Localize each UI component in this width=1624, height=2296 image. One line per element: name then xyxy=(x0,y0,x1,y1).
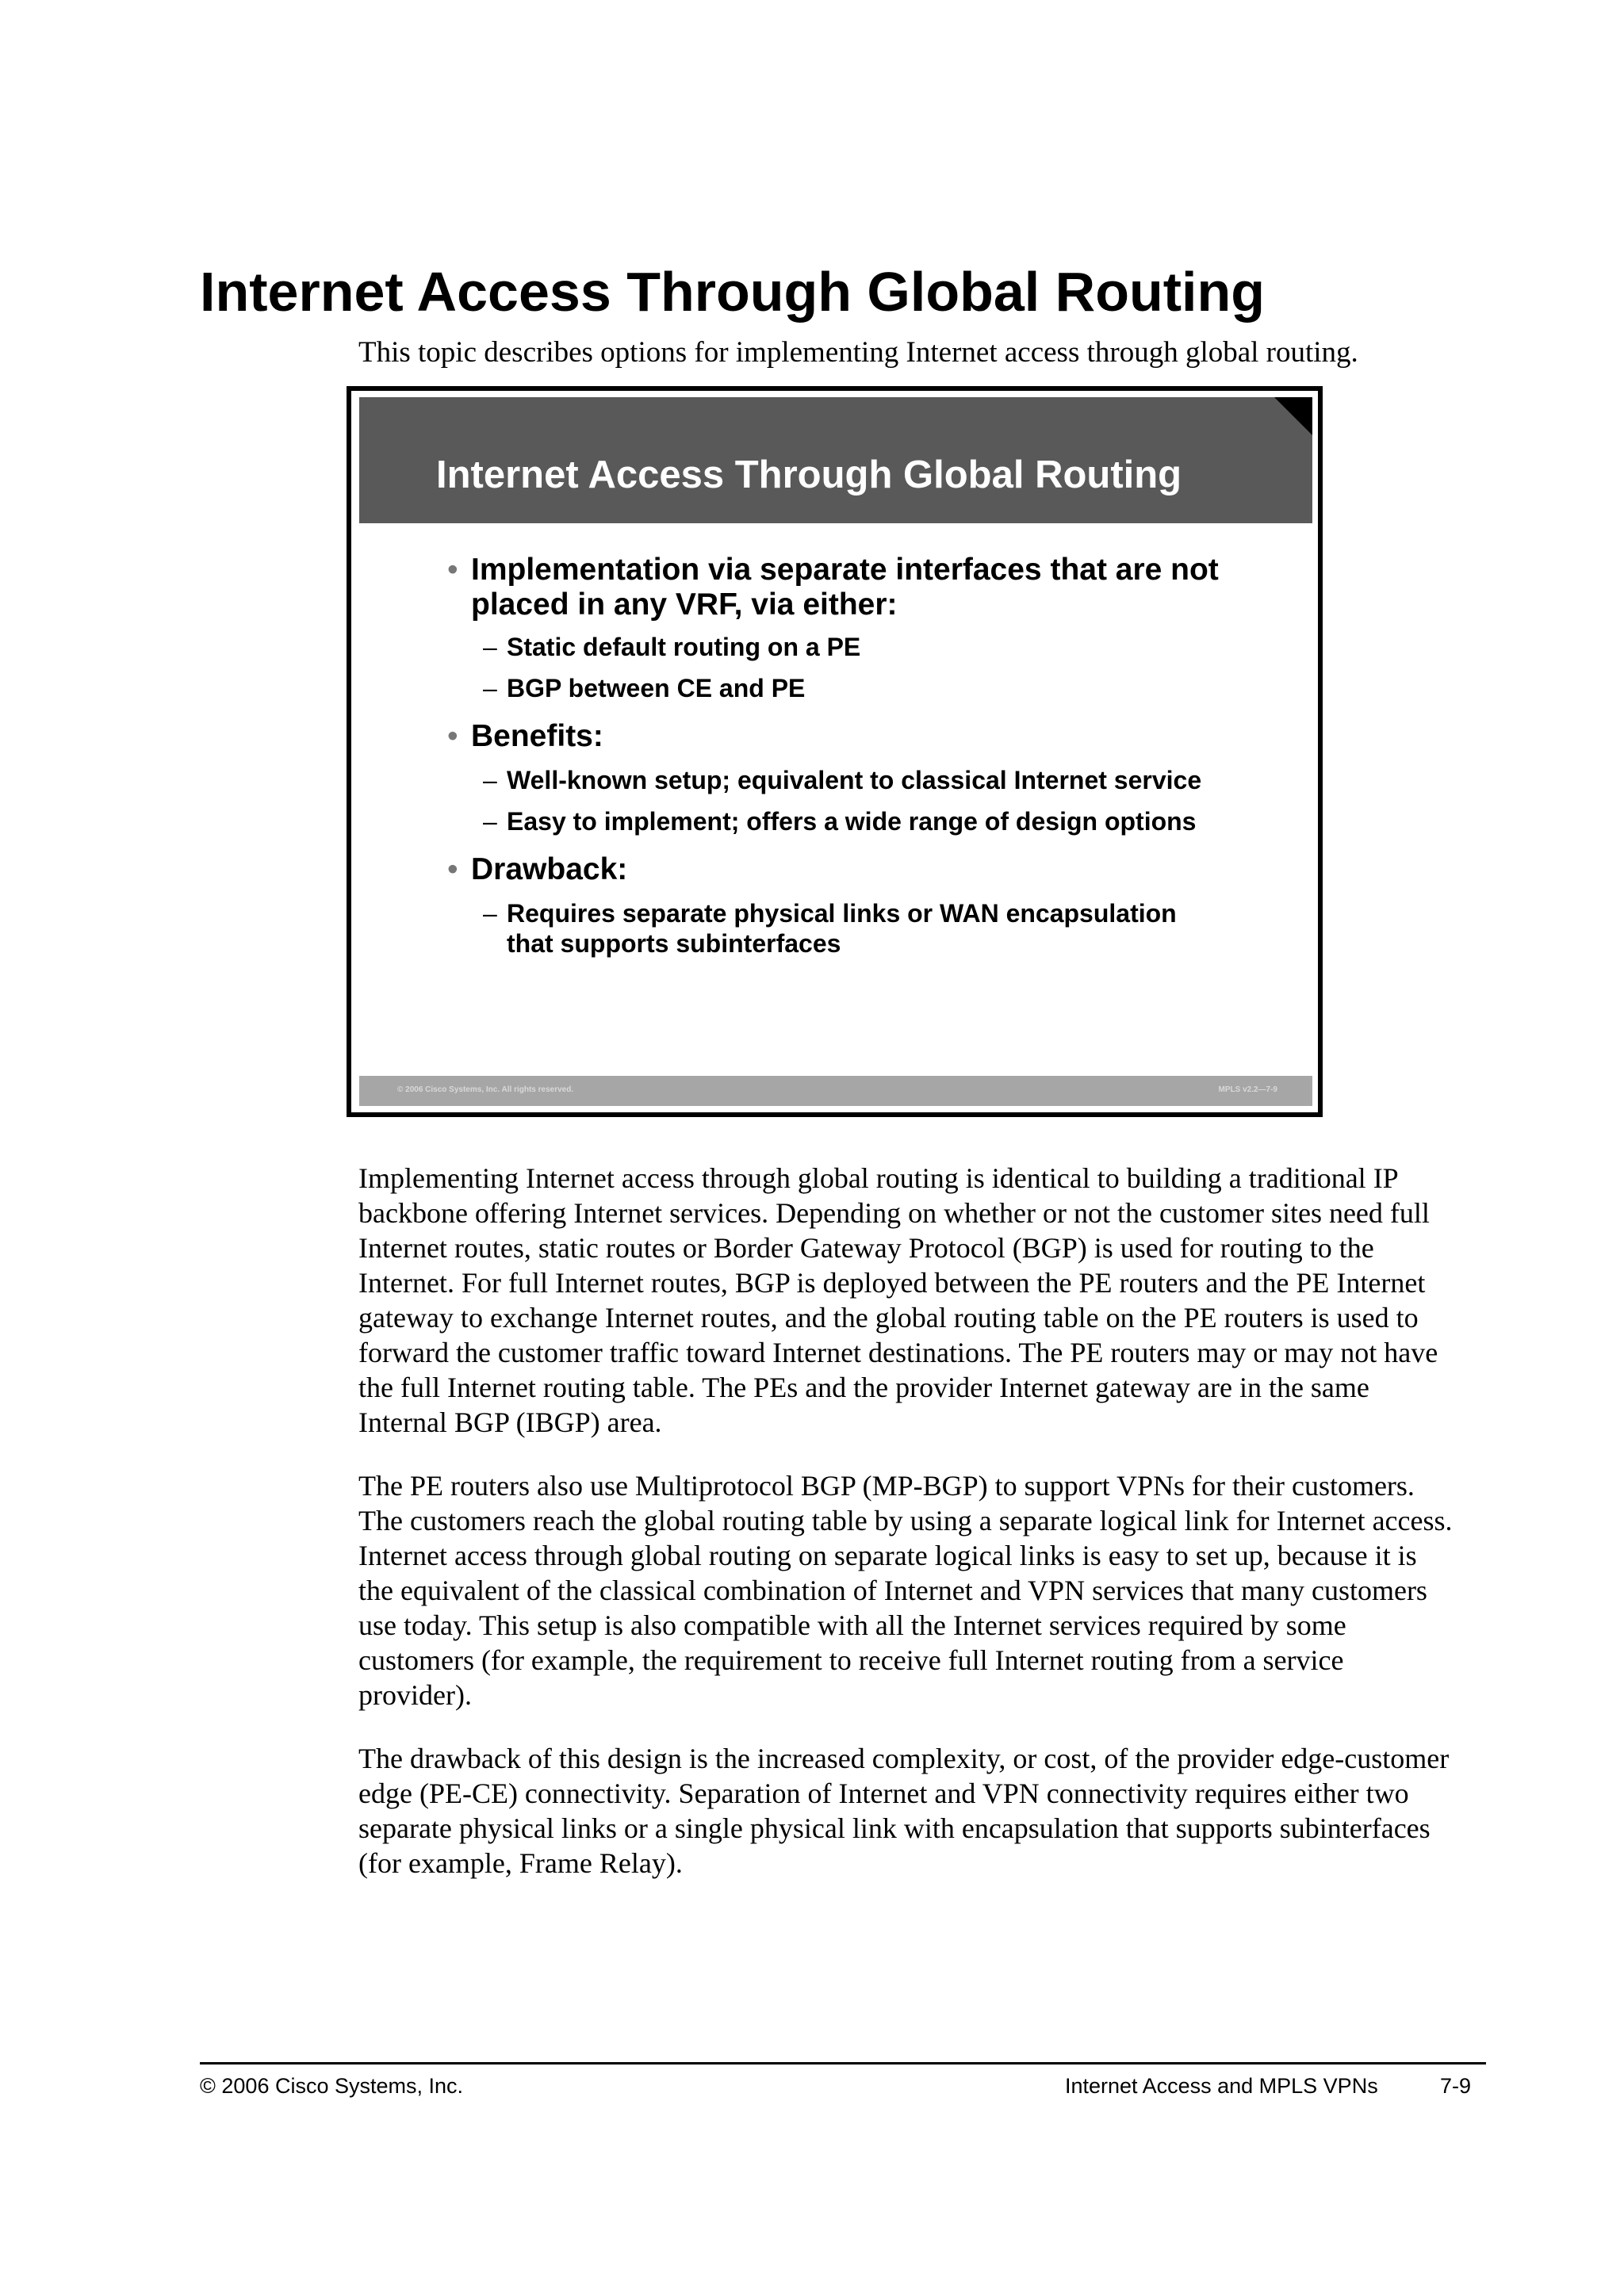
sub-bullet-line: BGP between CE and PE xyxy=(507,674,806,702)
sub-bullet-static-routing: – Static default routing on a PE xyxy=(483,633,861,661)
bullet-drawback: • Drawback: xyxy=(447,852,628,886)
text-line: edge (PE-CE) connectivity. Separation of Internet and VPN connectivity requires either two xyxy=(358,1777,1409,1809)
slide-title: Internet Access Through Global Routing xyxy=(436,453,1182,496)
slide-image xyxy=(347,386,1323,1117)
text-line: the equivalent of the classical combination of Internet and VPN services that many customers xyxy=(358,1575,1427,1606)
text-line: The PE routers also use Multiprotocol BGP (MP-BGP) to support VPNs for their customers. xyxy=(358,1470,1415,1502)
sub-bullet-well-known: – Well-known setup; equivalent to classical Internet service xyxy=(483,766,1202,794)
footer-rule xyxy=(200,2062,1486,2064)
text-line: provider). xyxy=(358,1679,472,1711)
text-line: Internal BGP (IBGP) area. xyxy=(358,1406,662,1438)
text-line: forward the customer traffic toward Internet destinations. The PE routers may or may not have xyxy=(358,1337,1438,1368)
footer-course-title: Internet Access and MPLS VPNs xyxy=(1065,2074,1378,2098)
text-line: backbone offering Internet services. Depending on whether or not the customer sites need full xyxy=(358,1197,1430,1229)
bullet-benefits: • Benefits: xyxy=(447,719,603,753)
text-line: use today. This setup is also compatible with all the Internet services required by some xyxy=(358,1609,1346,1641)
text-line: Internet access through global routing on separate logical links is easy to set up, because it is xyxy=(358,1540,1417,1571)
bullet-line: Benefits: xyxy=(471,719,603,753)
sub-bullet-requires: – Requires separate physical links or WAN encapsulation xyxy=(483,899,1177,928)
footer-page-number: 7-9 xyxy=(1440,2074,1472,2098)
page-title: Internet Access Through Global Routing xyxy=(200,261,1266,323)
paragraph-3 xyxy=(358,1741,1484,1881)
sub-bullet-line: Static default routing on a PE xyxy=(507,633,861,661)
sub-bullet-bgp: – BGP between CE and PE xyxy=(483,674,806,702)
topic-intro: This topic describes options for implementing Internet access through global routing. xyxy=(358,336,1358,369)
slide-footer-bar xyxy=(359,1076,1312,1106)
paragraph-1 xyxy=(358,1161,1484,1440)
text-line: Implementing Internet access through global routing is identical to building a traditional IP xyxy=(358,1162,1399,1194)
text-line: separate physical links or a single physical link with encapsulation that supports subinterfaces xyxy=(358,1812,1431,1844)
sub-bullet-easy: – Easy to implement; offers a wide range of design options xyxy=(483,807,1197,836)
text-line: Internet. For full Internet routes, BGP is deployed between the PE routers and the PE Internet xyxy=(358,1267,1426,1299)
text-line: (for example, Frame Relay). xyxy=(358,1847,683,1879)
sub-bullet-line: Easy to implement; offers a wide range of design options xyxy=(507,807,1197,836)
bullet-line: placed in any VRF, via either: xyxy=(471,587,898,622)
bullet-implementation-cont xyxy=(471,587,898,622)
bullet-implementation: • Implementation via separate interfaces that are not xyxy=(447,553,1219,587)
sub-bullet-line: that supports subinterfaces xyxy=(507,929,841,958)
sub-bullet-line: Well-known setup; equivalent to classical Internet service xyxy=(507,766,1202,794)
paragraph-2 xyxy=(358,1468,1484,1712)
text-line: The drawback of this design is the increased complexity, or cost, of the provider edge-customer xyxy=(358,1743,1450,1774)
bullet-line: Implementation via separate interfaces that are not xyxy=(471,553,1219,587)
text-line: customers (for example, the requirement to receive full Internet routing from a service xyxy=(358,1644,1344,1676)
text-line: Internet routes, static routes or Border Gateway Protocol (BGP) is used for routing to the xyxy=(358,1232,1374,1264)
footer-copyright: © 2006 Cisco Systems, Inc. xyxy=(200,2074,464,2098)
slide-copyright: © 2006 Cisco Systems, Inc. All rights reserved. xyxy=(397,1085,574,1094)
sub-bullet-line: Requires separate physical links or WAN encapsulation xyxy=(507,899,1177,928)
slide-code: MPLS v2.2—7-9 xyxy=(1218,1085,1277,1094)
text-line: The customers reach the global routing table by using a separate logical link for Internet access. xyxy=(358,1505,1453,1536)
text-line: gateway to exchange Internet routes, and the global routing table on the PE routers is used to xyxy=(358,1302,1419,1334)
sub-bullet-requires-cont xyxy=(507,928,841,959)
bullet-line: Drawback: xyxy=(471,852,628,886)
slide-bullets xyxy=(351,391,1318,1112)
text-line: the full Internet routing table. The PEs and the provider Internet gateway are in the same xyxy=(358,1372,1369,1403)
